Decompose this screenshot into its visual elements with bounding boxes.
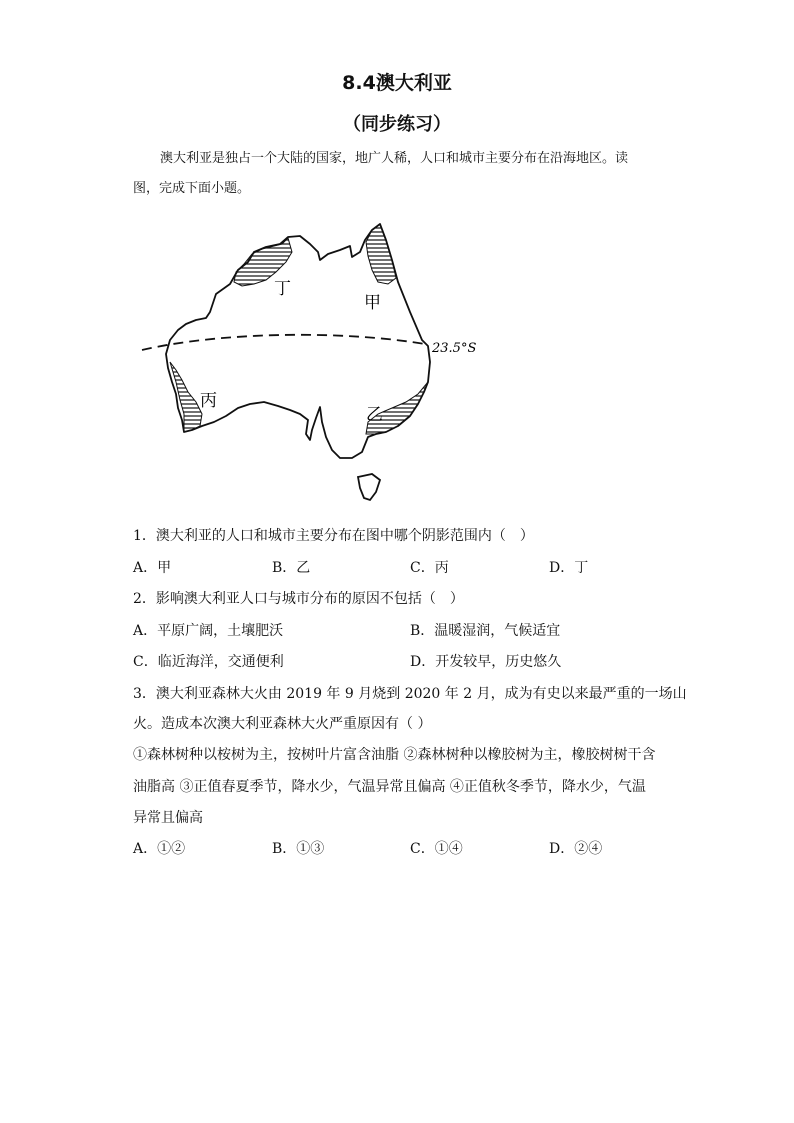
- q1-option-a[interactable]: A．甲: [133, 560, 172, 576]
- q2-option-d[interactable]: D．开发较早，历史悠久: [410, 654, 562, 670]
- page-subtitle: （同步练习）: [343, 114, 451, 135]
- question-3-stem-line-2: 火。造成本次澳大利亚森林大火严重原因有（ ）: [133, 716, 432, 732]
- australia-map: [140, 222, 500, 507]
- q1-option-b[interactable]: B．乙: [272, 560, 311, 576]
- q2-option-c[interactable]: C．临近海洋，交通便利: [133, 654, 284, 670]
- q1-option-d[interactable]: D．丁: [549, 560, 589, 576]
- q2-option-b[interactable]: B．温暖湿润，气候适宜: [410, 623, 561, 639]
- question-3-desc-line-3: 异常且偏高: [133, 810, 203, 826]
- question-3-stem-line-1: 3．澳大利亚森林大火由 2019 年 9 月烧到 2020 年 2 月，成为有史以来最严重的一场山: [133, 686, 687, 702]
- label-ding: 丁: [274, 279, 291, 299]
- latitude-label: 23.5°S: [432, 341, 477, 356]
- question-2-stem: 2．影响澳大利亚人口与城市分布的原因不包括（ ）: [133, 591, 464, 607]
- q1-option-c[interactable]: C．丙: [410, 560, 449, 576]
- q3-option-c[interactable]: C．①④: [410, 841, 463, 857]
- q3-option-d[interactable]: D．②④: [549, 841, 603, 857]
- page-title: 8.4澳大利亚: [342, 72, 452, 94]
- question-1-stem: 1．澳大利亚的人口和城市主要分布在图中哪个阴影范围内（ ）: [133, 528, 534, 544]
- question-3-desc-line-2: 油脂高 ③正值春夏季节，降水少，气温异常且偏高 ④正值秋冬季节，降水少，气温: [133, 779, 646, 795]
- q2-option-a[interactable]: A．平原广阔，土壤肥沃: [133, 623, 284, 639]
- question-3-desc-line-1: ①森林树种以桉树为主，按树叶片富含油脂 ②森林树种以橡胶树为主，橡胶树树干含: [133, 747, 656, 763]
- label-bing: 丙: [200, 391, 217, 411]
- q3-option-b[interactable]: B．①③: [272, 841, 325, 857]
- intro-line-1: 澳大利亚是独占一个大陆的国家，地广人稀，人口和城市主要分布在沿海地区。读: [160, 151, 629, 166]
- region-jia-shade: [366, 224, 396, 284]
- label-jia: 甲: [364, 293, 381, 313]
- q3-option-a[interactable]: A．①②: [133, 841, 186, 857]
- region-bing-shade: [170, 362, 202, 432]
- intro-line-2: 图，完成下面小题。: [133, 181, 251, 196]
- label-yi: 乙: [366, 405, 383, 425]
- tropic-of-capricorn-line: [142, 335, 425, 350]
- tasmania-outline: [358, 474, 380, 500]
